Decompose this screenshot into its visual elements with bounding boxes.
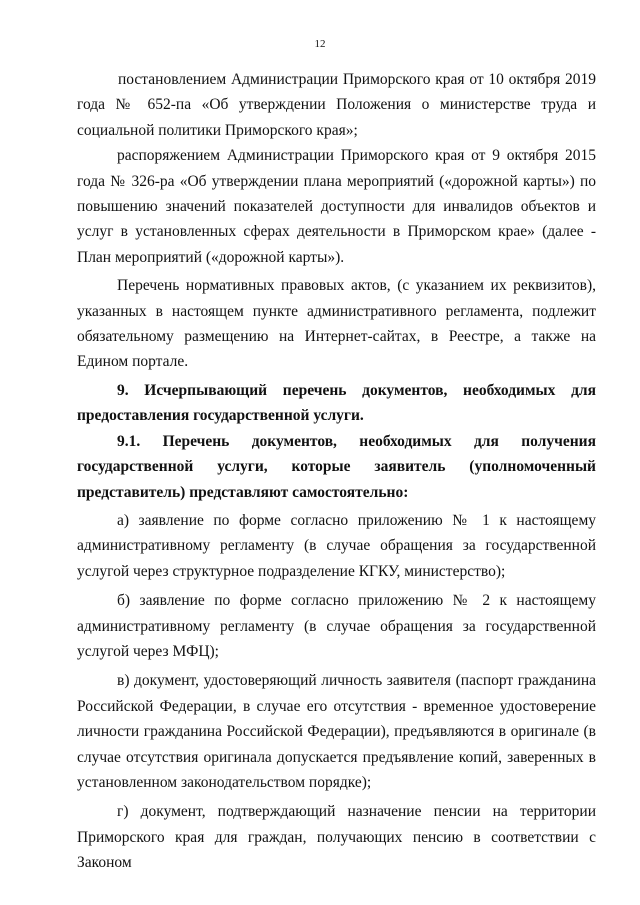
paragraph-decree-652: постановлением Администрации Приморского края от 10 октября 2019 года № 652-па «Об утверждении Положения о министерстве труда и социальной политики Приморского края»; — [77, 71, 596, 139]
list-item-b: б) заявление по форме согласно приложению № 2 к настоящему административному регламенту (в случае обращения за государственной услугой через МФЦ); — [77, 592, 596, 660]
section-9-heading: 9. Исчерпывающий перечень документов, необходимых для предоставления государственной услуги. — [77, 381, 596, 425]
list-item-a: а) заявление по форме согласно приложению № 1 к настоящему административному регламенту (в случае обращения за государственной услугой через структурное подразделение КГКУ, министерство); — [77, 511, 596, 580]
page-number: 12 — [314, 38, 326, 50]
document-body — [77, 67, 596, 876]
section-9-1-heading: 9.1. Перечень документов, необходимых для получения государственной услуги, которые заявитель (уполномоченный представитель) представляют самостоятельно: — [77, 432, 596, 501]
paragraph-legal-acts-list: Перечень нормативных правовых актов, (с указанием их реквизитов), указанных в настоящем пункте административного регламента, подлежит обязательному размещению на Интернет-сайтах, в Реестре, а также на Едином портале. — [77, 277, 596, 371]
list-item-v: в) документ, удостоверяющий личность заявителя (паспорт гражданина Российской Федерации, в случае его отсутствия - временное удостоверение личности гражданина Российской Федерации), предъявляются в оригинале (в случае отсутствия оригинала допускается предъявление копий, заверенных в установленном законодательством порядке); — [77, 672, 596, 791]
list-item-g: г) документ, подтверждающий назначение пенсии на территории Приморского края для граждан, получающих пенсию в соответствии с Законом — [77, 803, 596, 872]
paragraph-order-326: распоряжением Администрации Приморского края от 9 октября 2015 года № 326-ра «Об утверждении плана мероприятий («дорожной карты») по повышению значений показателей доступности для инвалидов объектов и услуг в установленных сферах деятельности в Приморском крае» (далее - План мероприятий («дорожной карты»). — [77, 147, 596, 266]
